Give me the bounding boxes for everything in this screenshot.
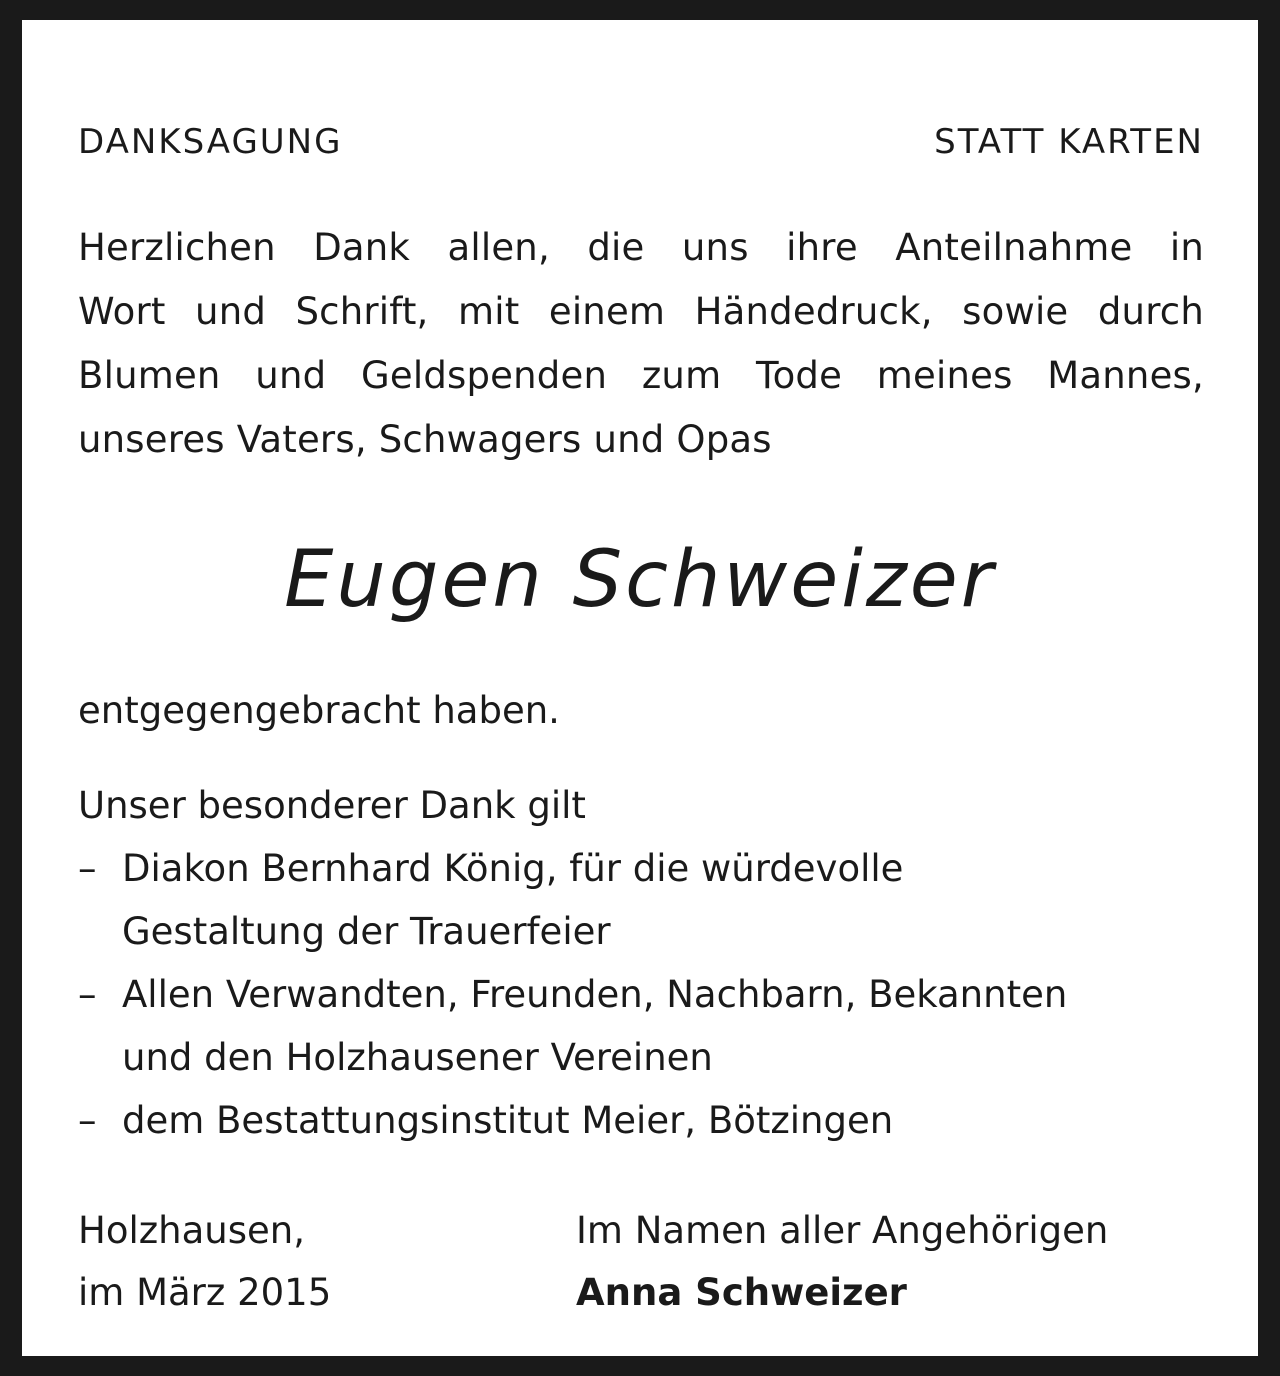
place-date bbox=[78, 1200, 331, 1324]
dash-bullet: – bbox=[78, 973, 97, 1016]
place-line: Holzhausen, bbox=[78, 1209, 305, 1252]
list-item bbox=[78, 837, 1204, 963]
list-item-line: Diakon Bernhard König, für die würdevolle bbox=[122, 847, 904, 890]
thanks-list bbox=[78, 837, 1204, 1152]
special-thanks-heading: Unser besonderer Dank gilt bbox=[78, 784, 586, 827]
after-name-text: entgegengebracht haben. bbox=[78, 689, 560, 732]
signer-name: Anna Schweizer bbox=[576, 1271, 907, 1314]
header-title: DANKSAGUNG bbox=[78, 122, 343, 162]
list-item-line: Allen Verwandten, Freunden, Nachbarn, Bekannten bbox=[122, 973, 1068, 1016]
list-item bbox=[78, 1089, 1204, 1152]
list-item-line: und den Holzhausener Vereinen bbox=[122, 1036, 713, 1079]
signature-block bbox=[576, 1200, 1108, 1324]
list-item-line: dem Bestattungsinstitut Meier, Bötzingen bbox=[122, 1099, 894, 1142]
date-line: im März 2015 bbox=[78, 1271, 332, 1314]
header-note: STATT KARTEN bbox=[934, 122, 1204, 162]
special-thanks bbox=[78, 774, 1204, 1152]
intro-line: unseres Vaters, Schwagers und Opas bbox=[78, 418, 772, 461]
list-item bbox=[78, 963, 1204, 1089]
intro-paragraph bbox=[78, 216, 1204, 472]
obituary-notice bbox=[22, 20, 1258, 1356]
dash-bullet: – bbox=[78, 847, 97, 890]
list-item-line: Gestaltung der Trauerfeier bbox=[122, 910, 611, 953]
intro-line: Blumen und Geldspenden zum Tode meines Mannes, bbox=[78, 354, 1204, 397]
intro-line: Wort und Schrift, mit einem Händedruck, sowie durch bbox=[78, 290, 1204, 333]
dash-bullet: – bbox=[78, 1099, 97, 1142]
header-row bbox=[78, 122, 1204, 162]
intro-line: Herzlichen Dank allen, die uns ihre Anteilnahme in bbox=[78, 226, 1204, 269]
deceased-name: Eugen Schweizer bbox=[284, 535, 996, 625]
signature-intro: Im Namen aller Angehörigen bbox=[576, 1209, 1109, 1252]
